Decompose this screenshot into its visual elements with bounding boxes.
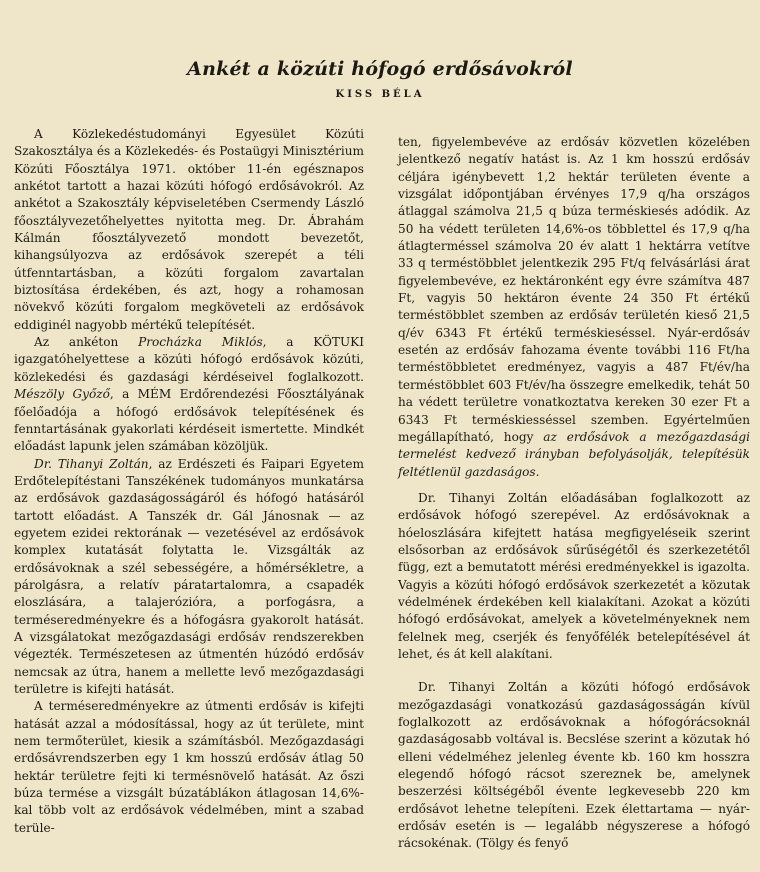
left-column — [14, 126, 364, 837]
right-column — [398, 134, 750, 853]
article-author: KISS BÉLA — [335, 89, 425, 100]
speaker-name-prochazka: Procházka Miklós — [138, 335, 263, 350]
conclusion-italic: az erdősávok a mezőgazdasági termelést kedvező irányban befolyásolják, telepítésük feltétlenül gazdaságos. — [398, 429, 750, 479]
left-paragraph-1: A Közlekedéstudományi Egyesület Közúti Szakosztálya és a Közlekedés- és Postaügyi Minisztérium Közúti Főosztálya 1971. október 11-én egésznapos ankétot tartott a hazai közúti hófogó erdősávokról. Az ankétot a Szakosztály képviseletében Csermendy László főosztályvezetőhelyettes nyitotta meg. Dr. Ábrahám Kálmán főosztályvezető mondott bevezetőt, kihangsúlyozva az erdősávok szerepét a téli útfenntartásban, a közúti forgalom zavartalan biztosítása érdekében, és azt, hogy a rohamosan növekvő közúti forgalom megköveteli az erdősávok eddiginél nagyobb mértékű telepítését. — [14, 127, 364, 332]
left-paragraph-2-post: , a MÉM Erdőrendezési Főosztályának főelőadója a hófogó erdősávok telepítésének és fenntartásának gyakorlati kérdéseit ismertette. Mindkét előadást lapunk jelen számában közöljük. — [14, 387, 364, 454]
right-paragraph-3: Dr. Tihanyi Zoltán a közúti hófogó erdősávok mezőgazdasági vonatkozású gazdaságosságán kívül foglalkozott az erdősávoknak a hófogórácsoknál gazdaságosabb voltával is. Becslése szerint a közutak hó elleni védelméhez jelenleg évente kb. 160 km hosszra elegendő hófogó rácsot szereznek be, amelynek beszerzési költségéből évente legkevesebb 220 km erdősávot lehetne telepíteni. Ezek élettartama — nyár-erdősáv esetén is — legalább négyszerese a hófogó rácsokénak. (Tölgy és fenyő — [398, 680, 750, 851]
right-paragraph-1 — [398, 134, 750, 481]
speaker-name-meszoly: Mészöly Győző — [14, 387, 110, 402]
left-paragraph-2-mid: , a KÖTUKI igazgatóhelyettese a közúti hófogó erdősávok közúti, közlekedési és gazdasági kérdéseivel foglalkozott. — [14, 335, 364, 384]
right-paragraph-2: Dr. Tihanyi Zoltán előadásában foglalkozott az erdősávok hófogó szerepével. Az erdősávoknak a hóeloszlására kifejtett hatása megfigyeléseik szerint elsősorban az erdősávok sűrűségétől és szerkezetétől függ, ezt a bemutatott mérési eredményekkel is igazolta. Vagyis a közúti hófogó erdősávok szerkezetét a közutak védelmének érdekében kell kialakítani. Azokat a közúti hófogó erdősávokat, amelyek a követelményeknek nem felelnek meg, cserjék és fenyőfélék betelepítésével át lehet, és át kell alakítani. — [398, 490, 750, 661]
article-title: Ankét a közúti hófogó erdősávokról — [187, 58, 573, 80]
left-paragraph-3 — [14, 456, 364, 699]
speaker-name-tihanyi: Dr. Tihanyi Zoltán — [34, 456, 149, 471]
left-paragraph-4: A terméseredményekre az útmenti erdősáv is kifejti hatását azzal a módosítással, hogy az út területe, mint nem termőterület, kiesik a számításból. Mezőgazdasági erdősávrendszerben egy 1 km hosszú erdősáv átlag 50 hektár területre fejti ki termésnövelő hatását. Az őszi búza termése a vizsgált búzatáblákon átlagosan 14,6%-kal több volt az erdősávok védelmében, mint a szabad terüle- — [14, 699, 364, 835]
left-paragraph-2 — [14, 334, 364, 455]
left-paragraph-3-post: , az Erdészeti és Faipari Egyetem Erdőtelepítéstani Tanszékének tudományos munkatársa az erdősávok gazdaságosságáról és hófogó hatásáról tartott előadást. A Tanszék dr. Gál Jánosnak — az egyetem ezidei rektorának — vezetésével az erdősávok komplex kutatását folytatta le. Vizsgálták az erdősávoknak a szél sebességére, a hőmérsékletre, a párolgásra, a relatív páratartalomra, a csapadék eloszlására, a talajerózióra, a porfogásra, a terméseredményekre és a hófogásra gyakorolt hatását. A vizsgálatokat mezőgazdasági erdősáv rendszerekben végezték. Természetesen az útmentén húzódó erdősáv nemcsak az útra, hanem a mellette levő mezőgazdasági területre is kifejti hatását. — [14, 456, 364, 696]
left-paragraph-2-pre: Az ankéton — [34, 335, 139, 350]
right-paragraph-1-text: ten, figyelembevéve az erdősáv közvetlen közelében jelentkező negatív hatást is. Az 1 km hosszú erdősáv céljára igénybevett 1,2 hektár területen évente a vizsgálat időpontjában érvényes 17,9 q/ha országos átlaggal számolva 21,5 q búza terméskiesés adódik. Az 50 ha védett területen 14,6%-os többlettel és 17,9 q/ha átlagterméssel számolva 20 év alatt 1 hektárra vetítve 33 q terméstöbblet jelentkezik 295 Ft/q felvásárlási árat figyelembevéve, ez hektáronként egy évre számítva 487 Ft, vagyis 50 hektáron évente 24 350 Ft értékű terméstöbblet szemben az erdősáv területén kieső 21,5 q/év 6343 Ft értékű terméskieséssel. Nyár-erdősáv esetén az erdősáv fahozama évente további 116 Ft/ha terméstöbbletet eredményez, vagyis a 487 Ft/év/ha terméstöbblet 603 Ft/év/ha összegre emelkedik, tehát 50 ha védett területre vonatkoztatva kereken 30 ezer Ft a 6343 Ft terméskiesséssel szemben. Egyértelműen megállapítható, hogy — [398, 135, 750, 444]
